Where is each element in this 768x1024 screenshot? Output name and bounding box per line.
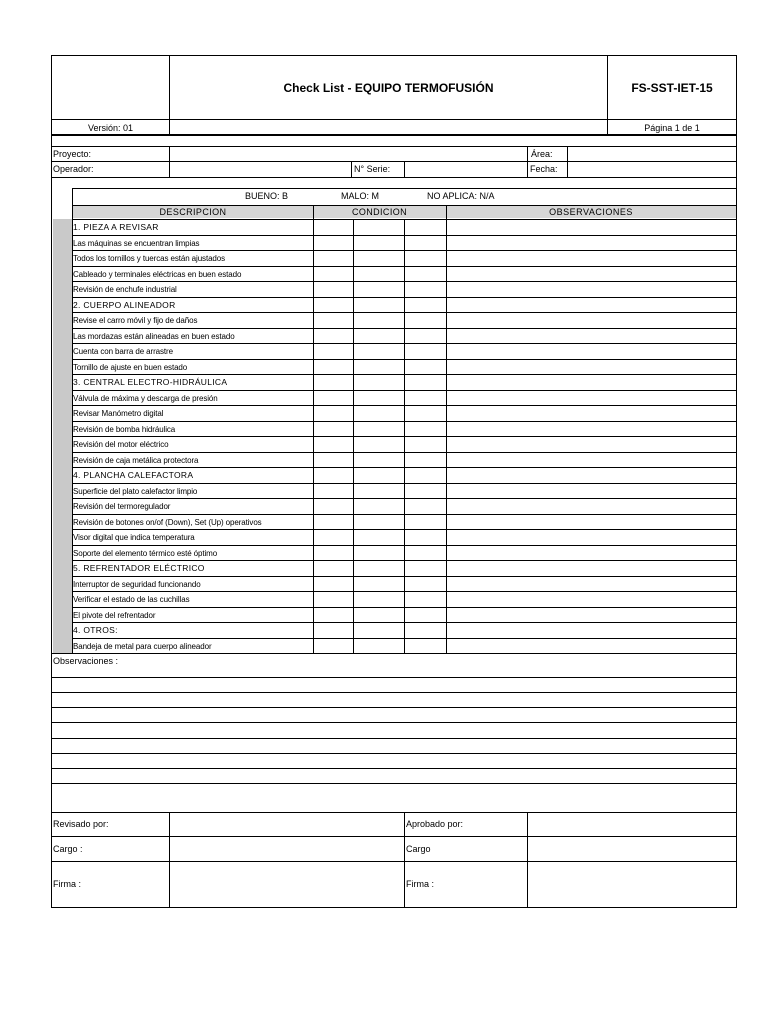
- observations-field[interactable]: [52, 662, 736, 812]
- item-label: El pivote del refrentador: [73, 610, 156, 620]
- observation-cell[interactable]: [447, 515, 737, 530]
- condition-b-cell[interactable]: [314, 437, 354, 452]
- item-label: Soporte del elemento térmico esté óptimo: [73, 548, 218, 558]
- checklist-item-row: [72, 529, 737, 546]
- condition-na-cell[interactable]: [405, 391, 447, 406]
- item-label: Interruptor de seguridad funcionando: [73, 579, 201, 589]
- item-label: Las mordazas están alineadas en buen estado: [73, 331, 235, 341]
- checklist-section-row: [72, 297, 737, 314]
- condition-na-cell[interactable]: [405, 530, 447, 545]
- observation-cell[interactable]: [447, 236, 737, 251]
- approver-signature-label: Firma :: [406, 879, 434, 889]
- observation-cell[interactable]: [447, 329, 737, 344]
- reviewer-position-label: Cargo :: [53, 844, 83, 854]
- reviewer-signature-field[interactable]: [170, 862, 404, 907]
- condition-na-cell[interactable]: [405, 422, 447, 437]
- observation-cell[interactable]: [447, 639, 737, 654]
- condition-b-cell[interactable]: [314, 530, 354, 545]
- condition-b-cell[interactable]: [314, 360, 354, 375]
- project-label: Proyecto:: [53, 149, 92, 159]
- checklist-item-row: [72, 545, 737, 562]
- signature-divider: [404, 812, 405, 908]
- approved-by-label: Aprobado por:: [406, 819, 464, 829]
- checklist-item-row: [72, 405, 737, 422]
- item-label: Superficie del plato calefactor limpio: [73, 486, 198, 496]
- condition-m-cell[interactable]: [354, 329, 405, 344]
- condition-na-cell[interactable]: [405, 499, 447, 514]
- observation-cell[interactable]: [447, 251, 737, 266]
- condition-na-cell[interactable]: [405, 236, 447, 251]
- reviewed-by-label: Revisado por:: [53, 819, 109, 829]
- area-label: Área:: [531, 149, 553, 159]
- item-label: Bandeja de metal para cuerpo alineador: [73, 641, 212, 651]
- serial-field[interactable]: [405, 162, 527, 177]
- reviewer-signature-label: Firma :: [53, 879, 81, 889]
- condition-m-cell[interactable]: [354, 577, 405, 592]
- condition-b-cell[interactable]: [314, 391, 354, 406]
- checklist-item-row: [72, 576, 737, 593]
- section-title: 4. OTROS:: [73, 625, 118, 635]
- condition-b-cell[interactable]: [314, 608, 354, 623]
- observation-cell[interactable]: [447, 437, 737, 452]
- condition-na-cell[interactable]: [405, 608, 447, 623]
- observation-cell[interactable]: [447, 313, 737, 328]
- condition-m-cell[interactable]: [354, 422, 405, 437]
- condition-m-cell[interactable]: [354, 546, 405, 561]
- checklist-section-row: [72, 560, 737, 577]
- checklist-item-row: [72, 483, 737, 500]
- condition-na-cell[interactable]: [405, 406, 447, 421]
- condition-na-cell[interactable]: [405, 453, 447, 468]
- condition-na-cell[interactable]: [405, 484, 447, 499]
- checklist-item-row: [72, 250, 737, 267]
- condition-na-cell[interactable]: [405, 329, 447, 344]
- item-label: Válvula de máxima y descarga de presión: [73, 393, 218, 403]
- checklist-section-row: [72, 467, 737, 484]
- reviewed-by-field[interactable]: [170, 813, 404, 836]
- condition-m-cell[interactable]: [354, 608, 405, 623]
- checklist-item-row: [72, 421, 737, 438]
- condition-m-cell[interactable]: [354, 406, 405, 421]
- observation-cell[interactable]: [447, 592, 737, 607]
- condition-b-cell[interactable]: [314, 639, 354, 654]
- observation-cell[interactable]: [447, 499, 737, 514]
- legend-bad: MALO: M: [341, 191, 380, 201]
- condition-b-cell[interactable]: [314, 313, 354, 328]
- condition-na-cell[interactable]: [405, 344, 447, 359]
- condition-b-cell[interactable]: [314, 484, 354, 499]
- condition-m-cell[interactable]: [354, 592, 405, 607]
- condition-b-cell[interactable]: [314, 546, 354, 561]
- observations-label: Observaciones :: [53, 656, 119, 666]
- reviewer-position-field[interactable]: [170, 837, 404, 861]
- condition-m-cell[interactable]: [354, 391, 405, 406]
- header-rule: [52, 119, 736, 120]
- observation-cell[interactable]: [447, 344, 737, 359]
- condition-b-cell[interactable]: [314, 344, 354, 359]
- condition-m-cell[interactable]: [354, 267, 405, 282]
- date-field[interactable]: [568, 162, 736, 177]
- approver-signature-field[interactable]: [528, 862, 736, 907]
- observations-rule: [52, 653, 736, 654]
- observation-cell[interactable]: [447, 453, 737, 468]
- condition-b-cell[interactable]: [314, 577, 354, 592]
- observation-cell[interactable]: [447, 608, 737, 623]
- checklist-item-row: [72, 281, 737, 298]
- item-label: Revisión del termoregulador: [73, 502, 171, 511]
- condition-b-cell[interactable]: [314, 329, 354, 344]
- item-label: Cuenta con barra de arrastre: [73, 347, 173, 356]
- condition-na-cell[interactable]: [405, 515, 447, 530]
- section-title: 3. CENTRAL ELECTRO-HIDRÁULICA: [73, 377, 228, 387]
- checklist-item-row: [72, 514, 737, 531]
- observation-cell[interactable]: [447, 484, 737, 499]
- condition-m-cell[interactable]: [354, 344, 405, 359]
- item-label: Revisar Manómetro digital: [73, 409, 164, 418]
- condition-m-cell[interactable]: [354, 282, 405, 297]
- checklist-item-row: [72, 235, 737, 252]
- checklist-form: [51, 55, 737, 908]
- checklist-item-row: [72, 607, 737, 624]
- checklist-item-row: [72, 328, 737, 345]
- condition-header: CONDICION: [351, 207, 408, 217]
- info-divider: [351, 161, 352, 177]
- condition-na-cell[interactable]: [405, 251, 447, 266]
- info-divider: [527, 146, 528, 177]
- item-label: Las máquinas se encuentran limpias: [73, 238, 200, 248]
- header-rule: [52, 134, 736, 136]
- condition-na-cell[interactable]: [405, 437, 447, 452]
- condition-m-cell[interactable]: [354, 251, 405, 266]
- observation-cell[interactable]: [447, 422, 737, 437]
- checklist-section-row: [72, 622, 737, 639]
- condition-b-cell[interactable]: [314, 453, 354, 468]
- checklist-item-row: [72, 390, 737, 407]
- row-gutter: [53, 219, 72, 653]
- condition-m-cell[interactable]: [354, 484, 405, 499]
- condition-na-cell[interactable]: [405, 577, 447, 592]
- observations-header: OBSERVACIONES: [549, 207, 633, 217]
- date-label: Fecha:: [530, 164, 558, 174]
- item-label: Revisión de enchufe industrial: [73, 285, 177, 294]
- checklist-item-row: [72, 359, 737, 376]
- approved-by-field[interactable]: [528, 813, 736, 836]
- operator-field[interactable]: [170, 162, 351, 177]
- item-label: Revisión del motor eléctrico: [73, 440, 169, 449]
- observation-cell[interactable]: [447, 282, 737, 297]
- section-title: 2. CUERPO ALINEADOR: [73, 299, 176, 310]
- header-divider: [169, 56, 170, 136]
- condition-m-cell[interactable]: [354, 360, 405, 375]
- item-label: Revisión de bomba hidráulica: [73, 424, 176, 434]
- condition-b-cell[interactable]: [314, 236, 354, 251]
- condition-b-cell[interactable]: [314, 422, 354, 437]
- checklist-item-row: [72, 591, 737, 608]
- table-header-row: [73, 205, 736, 218]
- item-label: Verificar el estado de las cuchillas: [73, 595, 190, 604]
- condition-b-cell[interactable]: [314, 592, 354, 607]
- checklist-item-row: [72, 498, 737, 515]
- section-title: 4. PLANCHA CALEFACTORA: [73, 470, 194, 480]
- observation-cell[interactable]: [447, 406, 737, 421]
- item-label: Todos los tornillos y tuercas están ajustados: [73, 254, 226, 263]
- approver-position-field[interactable]: [528, 837, 736, 861]
- operator-label: Operador:: [53, 164, 94, 174]
- item-label: Visor digital que indica temperatura: [73, 533, 195, 542]
- checklist-item-row: [72, 452, 737, 469]
- condition-na-cell[interactable]: [405, 282, 447, 297]
- condition-m-cell[interactable]: [354, 236, 405, 251]
- condition-b-cell[interactable]: [314, 282, 354, 297]
- observation-cell[interactable]: [447, 546, 737, 561]
- page-number: Página 1 de 1: [644, 123, 700, 133]
- condition-b-cell[interactable]: [314, 267, 354, 282]
- checklist-section-row: [72, 219, 737, 236]
- page-title: Check List - EQUIPO TERMOFUSIÓN: [283, 81, 494, 95]
- condition-na-cell[interactable]: [405, 546, 447, 561]
- checklist-item-row: [72, 343, 737, 360]
- version-label: Versión: 01: [87, 123, 134, 133]
- checklist-item-row: [72, 436, 737, 453]
- observation-cell[interactable]: [447, 267, 737, 282]
- legend-good: BUENO: B: [245, 191, 289, 201]
- item-label: Revisión de caja metálica protectora: [73, 455, 199, 465]
- table-top-rule: [72, 188, 736, 189]
- condition-m-cell[interactable]: [354, 313, 405, 328]
- condition-m-cell[interactable]: [354, 515, 405, 530]
- approver-position-label: Cargo: [406, 844, 431, 854]
- checklist-item-row: [72, 312, 737, 329]
- condition-na-cell[interactable]: [405, 639, 447, 654]
- condition-na-cell[interactable]: [405, 592, 447, 607]
- info-rule: [52, 177, 736, 178]
- section-title: 5. REFRENTADOR ELÉCTRICO: [73, 563, 205, 573]
- project-field[interactable]: [170, 147, 527, 161]
- observation-cell[interactable]: [447, 391, 737, 406]
- condition-b-cell[interactable]: [314, 499, 354, 514]
- observation-cell[interactable]: [447, 577, 737, 592]
- logo-area: [52, 56, 169, 119]
- condition-m-cell[interactable]: [354, 499, 405, 514]
- observation-cell[interactable]: [447, 360, 737, 375]
- checklist-section-row: [72, 374, 737, 391]
- item-label: Cableado y terminales eléctricas en buen estado: [73, 269, 242, 279]
- description-header: DESCRIPCION: [159, 207, 227, 217]
- document-code: FS-SST-IET-15: [631, 81, 713, 95]
- condition-b-cell[interactable]: [314, 406, 354, 421]
- condition-na-cell[interactable]: [405, 313, 447, 328]
- item-label: Revisión de botones on/of (Down), Set (Up) operativos: [73, 517, 262, 527]
- condition-m-cell[interactable]: [354, 639, 405, 654]
- item-label: Tornillo de ajuste en buen estado: [73, 362, 188, 372]
- condition-m-cell[interactable]: [354, 453, 405, 468]
- checklist-item-row: [72, 266, 737, 283]
- serial-label: N° Serie:: [354, 164, 391, 174]
- condition-m-cell[interactable]: [354, 437, 405, 452]
- checklist-item-row: [72, 638, 737, 655]
- condition-na-cell[interactable]: [405, 360, 447, 375]
- item-label: Revise el carro móvil y fijo de daños: [73, 316, 198, 325]
- observation-cell[interactable]: [447, 530, 737, 545]
- legend-na: NO APLICA: N/A: [427, 191, 495, 201]
- condition-b-cell[interactable]: [314, 515, 354, 530]
- condition-m-cell[interactable]: [354, 530, 405, 545]
- section-title: 1. PIEZA A REVISAR: [73, 222, 159, 232]
- condition-b-cell[interactable]: [314, 251, 354, 266]
- area-field[interactable]: [568, 147, 736, 161]
- condition-na-cell[interactable]: [405, 267, 447, 282]
